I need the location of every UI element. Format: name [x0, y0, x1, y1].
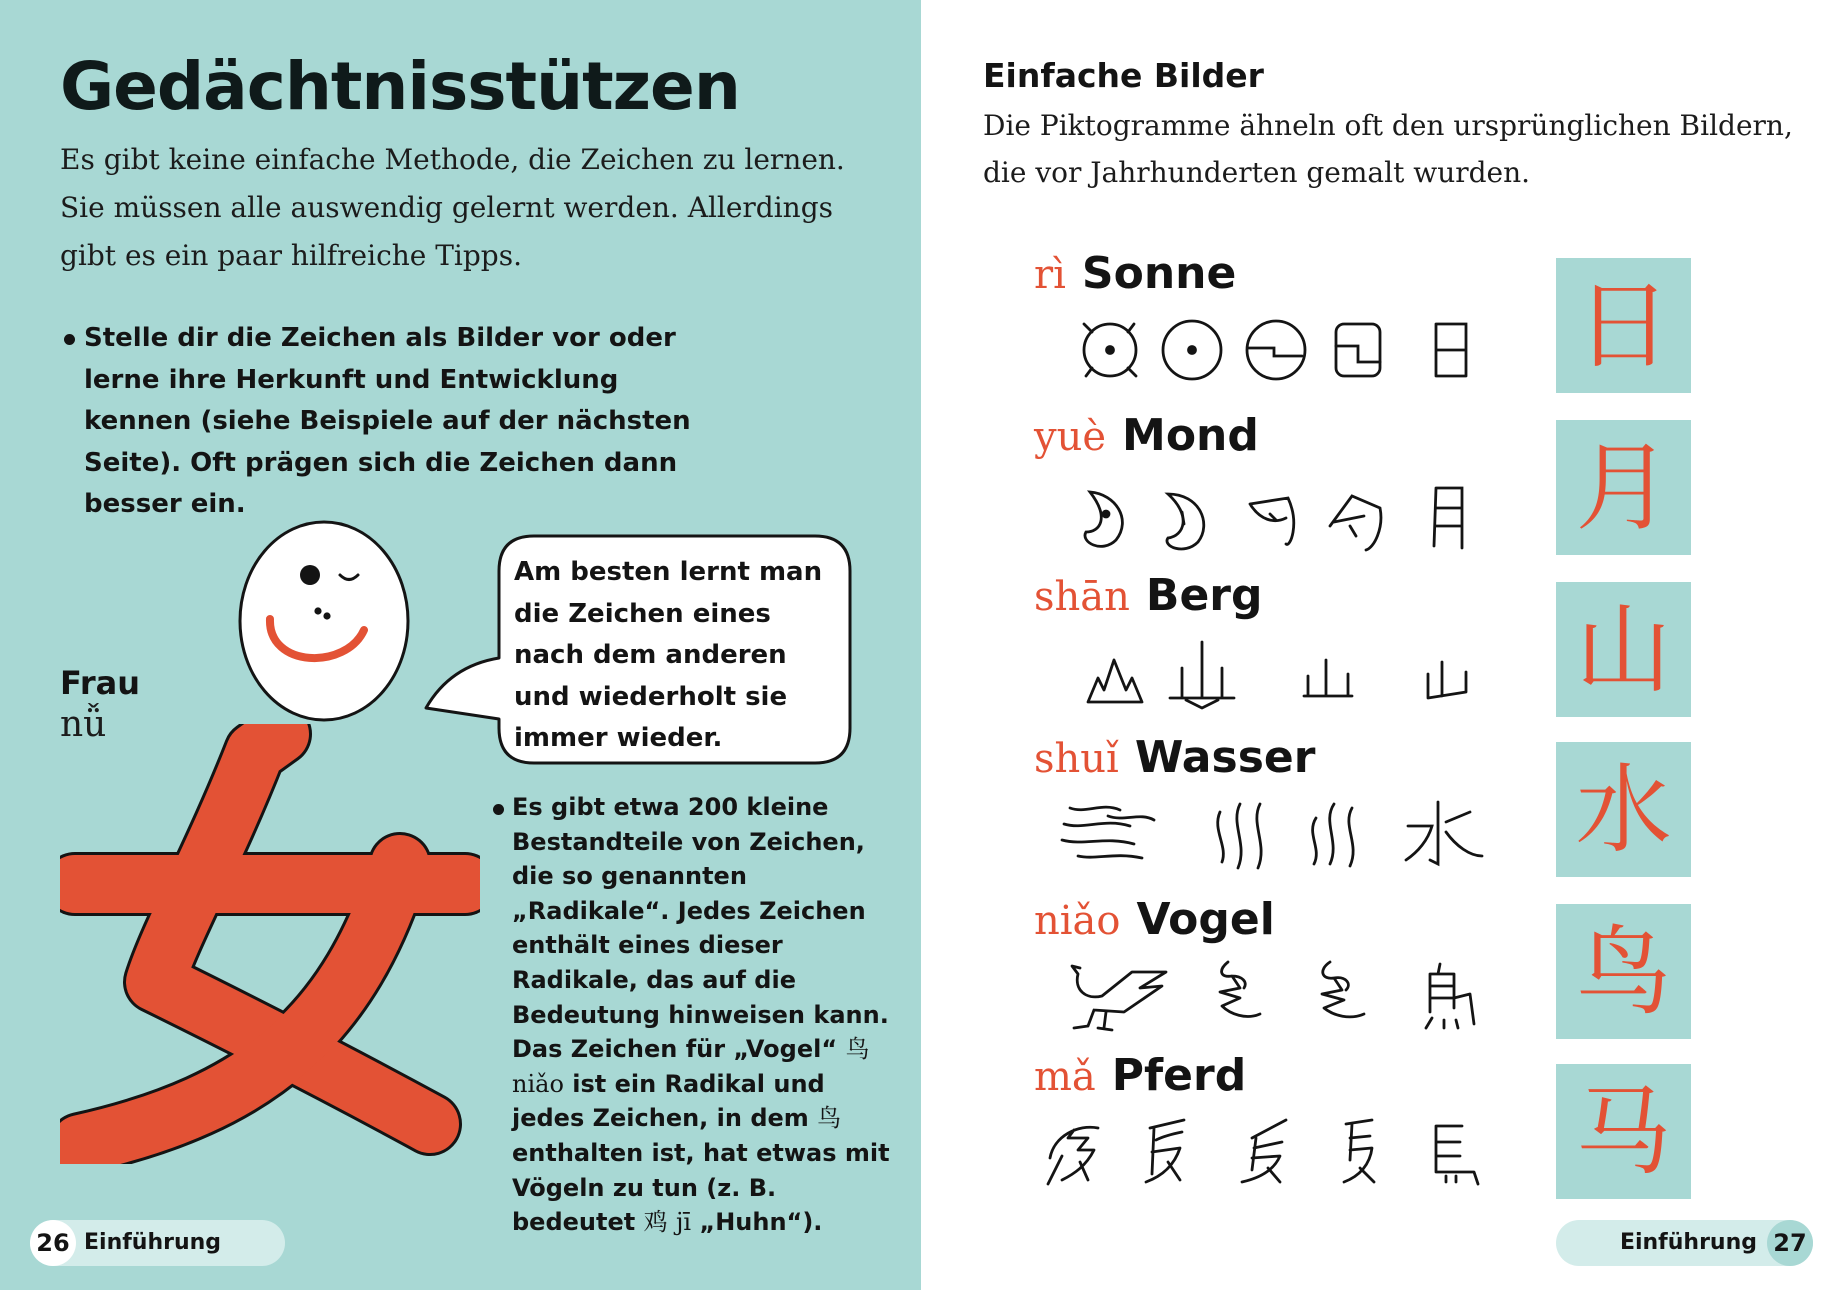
- moon-evolution-glyphs: [1034, 478, 1514, 558]
- sun-evolution-glyphs: [1034, 310, 1514, 390]
- smiling-face-icon: [236, 518, 412, 724]
- footer-section-label: Einführung: [1619, 1230, 1757, 1255]
- tip-bullet-images: Stelle dir die Zeichen als Bilder vor oder lerne ihre Herkunft und Entwicklung kennen (siehe Beispiele auf der nächsten Seite). Oft prägen sich die Zeichen dann besser ein.: [84, 323, 691, 519]
- mountain-evolution-glyphs: [1034, 638, 1514, 718]
- water-evolution-glyphs: [1034, 794, 1514, 874]
- huhn-pinyin: jī: [675, 1208, 692, 1237]
- page-number: 26: [30, 1220, 76, 1266]
- character-box-wasser: 水: [1556, 742, 1691, 877]
- speech-bubble-text: Am besten lernt man die Zeichen eines nach dem anderen und wiederholt sie immer wieder.: [514, 557, 823, 753]
- row-head-vogel: niǎo Vogel: [1034, 894, 1275, 945]
- bird-evolution-glyphs: [1034, 954, 1514, 1034]
- intro-paragraph: Es gibt keine einfache Methode, die Zeichen zu lernen. Sie müssen alle auswendig gelernt werden. Allerdings gibt es ein paar hilfreiche Tipps.: [60, 143, 845, 272]
- row-head-pferd: mǎ Pferd: [1034, 1050, 1247, 1101]
- bullet-dot: [64, 334, 75, 345]
- footer-left: [30, 1220, 285, 1266]
- character-box-vogel: 鸟: [1556, 904, 1691, 1039]
- page-title: Gedächtnisstützen: [60, 48, 740, 125]
- footer-section-label: Einführung: [84, 1230, 222, 1255]
- radical-vogel-pinyin: niǎo: [512, 1069, 564, 1098]
- character-box-berg: 山: [1556, 582, 1691, 717]
- left-page: [0, 0, 921, 1290]
- bullet-dot: [493, 804, 504, 815]
- radical-vogel-character: 鸟: [845, 1035, 870, 1064]
- huhn-character: 鸡: [643, 1208, 668, 1237]
- character-box-pferd: 马: [1556, 1064, 1691, 1199]
- character-box-mond: 月: [1556, 420, 1691, 555]
- frau-character-illustration: [60, 724, 480, 1164]
- frau-pinyin: nǚ: [60, 704, 107, 745]
- frau-label: Frau: [60, 664, 140, 702]
- section-description: Die Piktogramme ähneln oft den ursprünglichen Bildern, die vor Jahrhunderten gemalt wurden.: [983, 109, 1793, 189]
- footer-right: [1556, 1220, 1813, 1266]
- page-number: 27: [1767, 1220, 1813, 1266]
- horse-evolution-glyphs: [1034, 1110, 1514, 1190]
- row-head-sonne: rì Sonne: [1034, 248, 1237, 299]
- character-box-sonne: 日: [1556, 258, 1691, 393]
- row-head-berg: shān Berg: [1034, 570, 1263, 621]
- radical-vogel-character: 鸟: [817, 1104, 842, 1133]
- tip-bullet-radicals: Es gibt etwa 200 kleine Bestandteile von Zeichen, die so genannten „Radikale“. Jedes Zeichen enthält eines dieser Radikale, das auf die Bedeutung hinweisen kann. Das Zeichen für „Vogel“ 鸟 niǎo ist ein Radikal und jedes Zeichen, in dem 鸟 enthalten ist, hat etwas mit Vögeln zu tun (z. B. bedeutet 鸡 jī „Huhn“).: [512, 793, 890, 1237]
- row-head-wasser: shuǐ Wasser: [1034, 732, 1316, 783]
- row-head-mond: yuè Mond: [1034, 410, 1259, 461]
- section-heading: Einfache Bilder: [983, 56, 1264, 95]
